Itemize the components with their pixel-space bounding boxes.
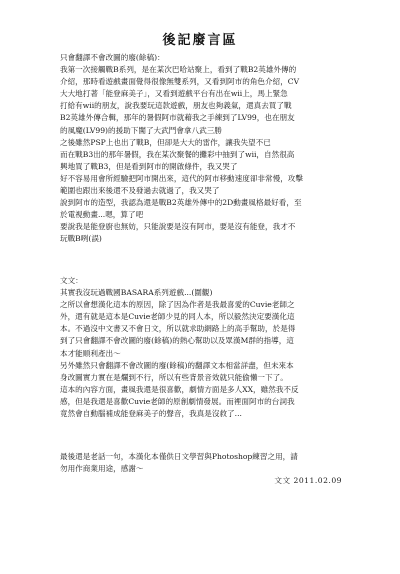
closing-line: 最後還是老話一句，本漢化本僅供日文學習與Photoshop練習之用，請 — [60, 452, 298, 461]
afterword-line: 於電視動畫...嗯，算了吧 — [60, 210, 144, 220]
afterword-line: 興地買了戰B3，但是看到阿市的開啟條件，我又哭了 — [60, 161, 238, 171]
closing-line: 勿用作商業用途，感謝～ — [60, 464, 144, 474]
page-title: 後記廢言區 — [162, 33, 238, 48]
translation-note-line: 外，還有就是這本是Cuvie老師少見的同人本，所以毅然決定要漢化這 — [60, 312, 295, 322]
signoff: 文文 2011.02.09 — [274, 476, 342, 485]
translation-note-line: 其實我沒玩過戰國BASARA系列遊戲...(圍觀) — [60, 288, 213, 298]
translation-note-heading: 文文： — [60, 276, 83, 285]
afterword-line: 玩戰B咧(誤) — [60, 234, 102, 244]
afterword-line: B2英雄外傳合輯，那年的暑假阿市就藉我之手練到了LV99，也在朋友 — [60, 113, 295, 123]
closing-section — [60, 451, 360, 475]
afterword-line: 我第一次接觸戰B系列，是在某次巴哈站聚上，看到了戰B2英雄外傳的 — [60, 65, 297, 75]
afterword-line: 說到阿市的造型，我認為還是戰B2英雄外傳中的2D動畫風格最好看，至 — [60, 198, 302, 208]
afterword-line: 之後雖然PSP上也出了戰B，但卻是大大的雷作，讓我失望不已 — [60, 137, 271, 147]
translation-note-section — [60, 275, 360, 420]
translation-note-line: 這本的內容方面，畫風我還是很喜歡，劇情方面是多人XX，雖然我不反 — [60, 384, 299, 394]
afterword-line: 的風魔(LV99)的援助下闖了大武鬥會拿八武三勝 — [60, 125, 222, 135]
afterword-section — [60, 52, 360, 246]
translation-note-line: 感，但是我還是喜歡Cuvie老師的原創劇情發展。而裡面阿市的台詞我 — [60, 396, 295, 406]
translation-note-line: 竟然會自動腦補成能登麻美子的聲音，我真是沒救了... — [60, 409, 242, 419]
translation-note-line: 身改圖實力實在是爛到不行，所以有些背景音效就只能偷懶一下了。 — [60, 372, 288, 382]
afterword-line: 大大地打著「能登麻美子」，又看到遊戲平台有出在wii上，馬上緊急 — [60, 89, 288, 99]
translation-note-line: 另外雖然只會翻譯不會改圖的廢(餘稿)的翻譯文本相當詳盡，但未來本 — [60, 360, 294, 370]
afterword-heading: 只會翻譯不會改圖的廢(餘稿)： — [60, 53, 165, 62]
afterword-line: 打給有wii的朋友，說我要玩這款遊戲，朋友也夠義氣，還真去買了戰 — [60, 101, 292, 111]
afterword-line: 好不容易用會所經驗把阿市開出來，這代的阿市移動速度卻非常慢，攻擊 — [60, 173, 303, 183]
afterword-line: 要說我是能登廚也無妨，只能說要是沒有阿市，要是沒有能登，我才不 — [60, 222, 296, 232]
translation-note-line: 本。不過沒中文書又不會日文，所以就求助網路上的高手幫助，於是得 — [60, 324, 296, 334]
translation-note-line: 之所以會想漢化這本的原因，除了因為作者是我最喜愛的Cuvie老師之 — [60, 300, 295, 310]
afterword-line: 範圍也跟出來後還不及發過去就過了，我又哭了 — [60, 186, 220, 196]
afterword-line: 介紹，那時看遊戲畫面覺得很像無雙系列，又看到阿市的角色介紹，CV — [60, 77, 300, 87]
translation-note-line: 到了只會翻譯不會改圖的廢(餘稿)的熱心幫助以及眾漢M群的指導，這 — [60, 336, 294, 346]
afterword-line: 而在戰B3出的那年暑假，我在某次聚餐的攤彩中抽到了wii，自然很高 — [60, 149, 295, 159]
translation-note-line: 本才能順利產出～ — [60, 348, 121, 358]
